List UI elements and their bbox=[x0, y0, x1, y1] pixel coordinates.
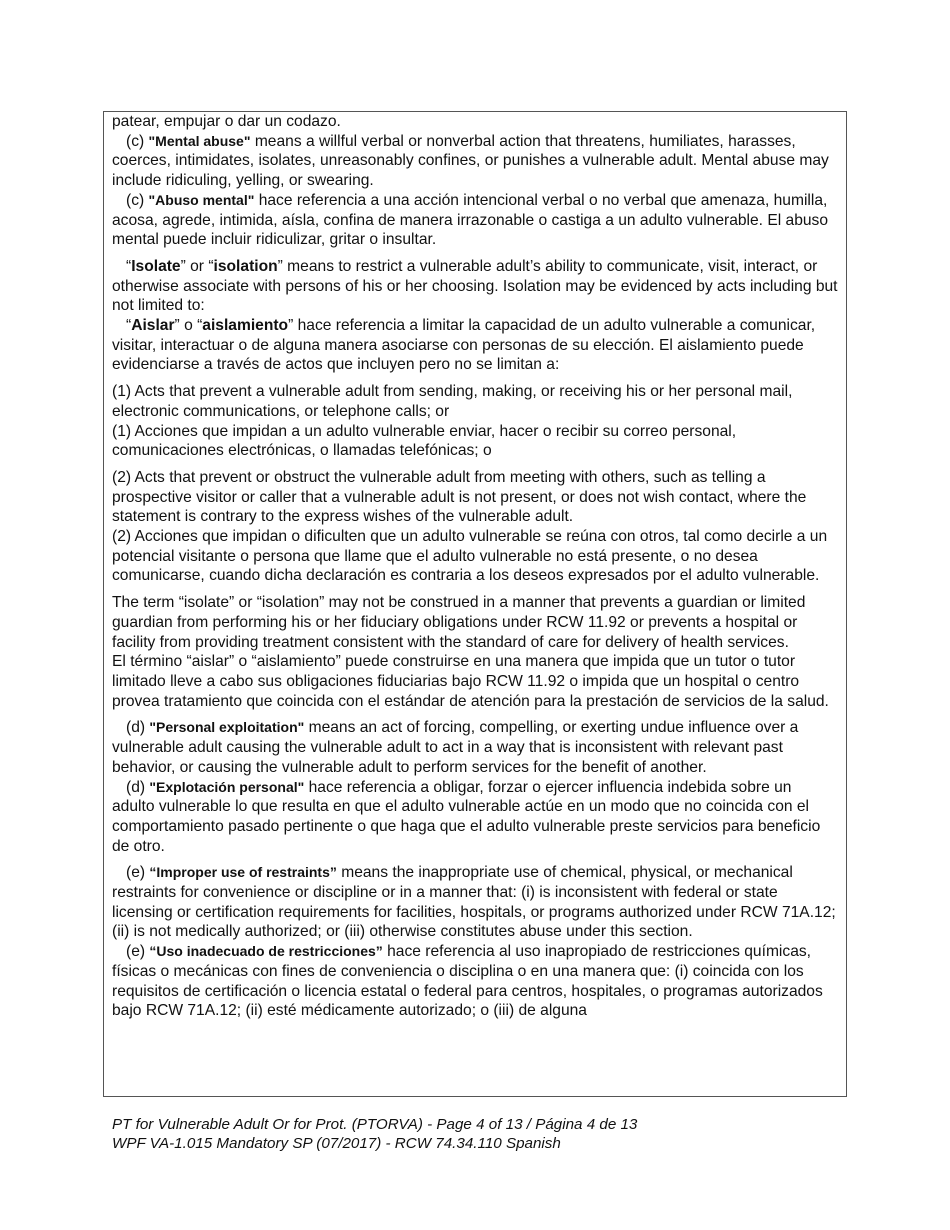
paragraph-continuation: patear, empujar o dar un codazo. bbox=[112, 113, 341, 130]
quote-mark: “ bbox=[126, 317, 132, 335]
item-label: (e) bbox=[126, 943, 150, 961]
paragraph-item-1-en: (1) Acts that prevent a vulnerable adult from sending, making, or receiving his or her personal mail, electronic communications, or telephone calls; or bbox=[112, 383, 793, 420]
footer-page-info: PT for Vulnerable Adult Or for Prot. (PTORVA) - Page 4 of 13 / Página 4 de 13 bbox=[112, 1116, 638, 1133]
paragraph-personal-exploitation-en bbox=[112, 718, 838, 777]
term-isolate: Isolate bbox=[131, 257, 181, 275]
term-explotacion-personal: "Explotación personal" bbox=[149, 778, 305, 795]
term-mental-abuse: "Mental abuse" bbox=[148, 132, 251, 149]
paragraph-item-2-en: (2) Acts that prevent or obstruct the vulnerable adult from meeting with others, such as telling a prospective visitor or caller that a vulnerable adult is not present, or does not wish contact, where the statement is contrary to the express wishes of the vulnerable adult. bbox=[112, 468, 807, 526]
definition-text: ” hace referencia a limitar la capacidad de un adulto vulnerable a comunicar, visitar, interactuar o de alguna manera asociarse con personas de su elección. El aislamiento puede evidenciarse a través de actos que incluyen pero no se limitan a: bbox=[112, 317, 816, 374]
definition-text: hace referencia a obligar, forzar o ejercer influencia indebida sobre un adulto vulnerable lo que resulta en que el adulto vulnerable actúe en un modo que no coincida con el comportamiento pasado pertinente o que haga que el adulto vulnerable preste servicios para beneficio de otro. bbox=[112, 778, 821, 855]
definition-text: ” means to restrict a vulnerable adult’s ability to communicate, visit, interact, or otherwise associate with persons of his or her choosing. Isolation may be evidenced by acts including but not limited to: bbox=[112, 257, 838, 315]
paragraph-personal-exploitation-es bbox=[112, 778, 838, 857]
quote-mark: “ bbox=[126, 257, 132, 275]
paragraph-restraints-en bbox=[112, 863, 838, 942]
item-label: (e) bbox=[126, 864, 150, 882]
definition-text: means a willful verbal or nonverbal action that threatens, humiliates, harasses, coerces, intimidates, isolates, unreasonably confines, or punishes a vulnerable adult. Mental abuse may include ridiculing, yelling, or swearing. bbox=[112, 132, 829, 190]
item-label: (c) bbox=[126, 132, 149, 150]
definition-text: hace referencia a una acción intencional verbal o no verbal que amenaza, humilla, acosa, agrede, intimida, aísla, confina de manera irrazonable o castiga a un adulto vulnerable. El abuso mental puede incluir ridiculizar, gritar o insultar. bbox=[112, 191, 829, 249]
item-label: (d) bbox=[126, 719, 150, 737]
paragraph-item-2-es: (2) Acciones que impidan o dificulten que un adulto vulnerable se reúna con otros, tal como decirle a un potencial visitante o persona que llame que el adulto vulnerable no está presente, o no desea comunicarse, cuando dicha declaración es contraria a los deseos expresados por el adulto vulnerable. bbox=[112, 528, 828, 585]
term-improper-use-of-restraints: “Improper use of restraints” bbox=[149, 864, 337, 881]
term-aislar: Aislar bbox=[131, 317, 175, 335]
paragraph-item-1-es: (1) Acciones que impidan a un adulto vulnerable enviar, hacer o recibir su correo personal, comunicaciones electrónicas, o llamadas telefónicas; o bbox=[112, 422, 737, 460]
footer-form-info: WPF VA-1.015 Mandatory SP (07/2017) - RCW 74.34.110 Spanish bbox=[112, 1135, 561, 1152]
paragraph-restraints-es bbox=[112, 942, 838, 1021]
definition-text: means an act of forcing, compelling, or exerting undue influence over a vulnerable adult causing the vulnerable adult to act in a way that is inconsistent with relevant past behavior, or causing the vulnerable adult to perform services for the benefit of another. bbox=[112, 719, 799, 776]
term-personal-exploitation: "Personal exploitation" bbox=[149, 719, 305, 736]
connector-text: ” or “ bbox=[180, 257, 214, 275]
paragraph-mental-abuse-es bbox=[112, 191, 838, 250]
paragraph-isolation-term-en: The term “isolate” or “isolation” may not be construed in a manner that prevents a guardian or limited guardian from performing his or her fiduciary obligations under RCW 11.92 or prevents a hospital or facility from providing treatment consistent with the standard of care for delivery of health services. bbox=[112, 594, 806, 651]
page-footer bbox=[112, 1115, 637, 1153]
term-isolation: isolation bbox=[213, 257, 278, 275]
connector-text: ” o “ bbox=[174, 317, 203, 335]
paragraph-isolate-es bbox=[112, 316, 838, 375]
term-aislamiento: aislamiento bbox=[202, 317, 289, 335]
definition-text: means the inappropriate use of chemical, physical, or mechanical restraints for convenience or discipline or in a manner that: (i) is inconsistent with federal or state licensing or certification requirements for facilities, hospitals, or programs authorized under RCW 71A.12; (ii) is not medically authorized; or (iii) otherwise constitutes abuse under this section. bbox=[112, 864, 836, 941]
definition-text: hace referencia al uso inapropiado de restricciones químicas, físicas o mecánicas con fines de conveniencia o disciplina o en una manera que: (i) coincida con los requisitos de certificación o licencia estatal o federal para centros, hospitales, o programas autorizados bajo RCW 71A.12; (ii) esté médicamente autorizado; o (iii) de alguna bbox=[112, 943, 823, 1020]
term-abuso-mental: "Abuso mental" bbox=[148, 191, 255, 208]
paragraph-mental-abuse-en bbox=[112, 132, 838, 191]
item-label: (d) bbox=[126, 778, 150, 796]
document-text-frame bbox=[103, 111, 847, 1097]
paragraph-isolate-en bbox=[112, 257, 838, 316]
term-uso-inadecuado-de-restricciones: “Uso inadecuado de restricciones” bbox=[149, 943, 383, 960]
item-label: (c) bbox=[126, 191, 149, 209]
paragraph-isolation-term-es: El término “aislar” o “aislamiento” puede construirse en una manera que impida que un tutor o tutor limitado lleve a cabo sus obligaciones fiduciarias bajo RCW 11.92 o impida que un hospital o centro provea tratamiento que coincida con el estándar de atención para la prestación de servicios de la salud. bbox=[112, 653, 829, 710]
